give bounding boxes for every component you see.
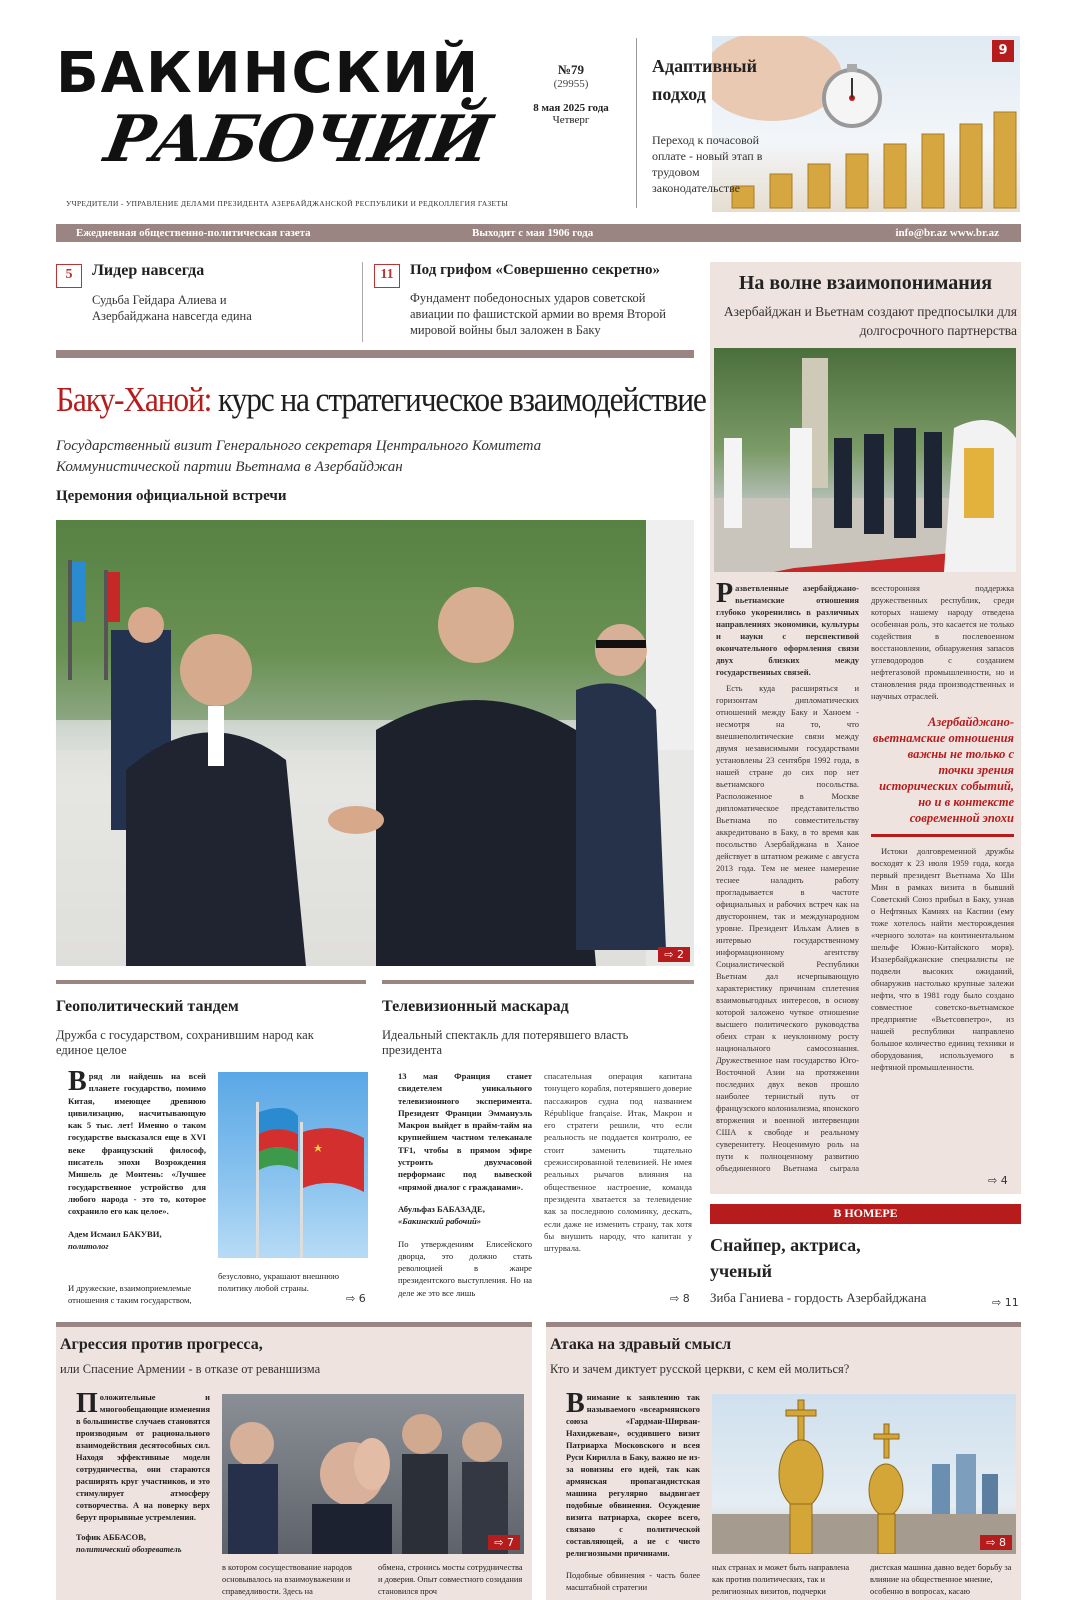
lead-headline-red: Баку-Ханой: bbox=[56, 380, 212, 419]
geo-title[interactable]: Геополитический тандем bbox=[56, 998, 239, 1015]
geo-text: ряд ли найдешь на всей планете государство, помимо Китая, имеющее древнюю цивилизацию, насчитывающую как 5 тыс. лет! Именно о таком государстве высказался еще в XVI веке французский философ, писатель эпохи Возрождения Мишель де Монтень: «Лучшее государственное устройство для любого народа - это то, которое сохранило его как целое». bbox=[68, 1071, 206, 1217]
teaser-text-secret: Фундамент победоносных ударов советской авиации по фашистской армии во время Второй мировой войны был заложен в Баку bbox=[410, 291, 666, 337]
geo-ref[interactable]: ⇨ 6 bbox=[346, 1292, 366, 1305]
teaser-page-11[interactable]: 11 bbox=[374, 264, 400, 288]
in-issue-title[interactable]: Снайпер, актриса, ученый bbox=[710, 1235, 861, 1281]
tv-lead-text: 13 мая Франция станет свидетелем уникального телевизионного эксперимента. Президент Франции Эммануэль Макрон выйдет в прайм-тайм на крупнейшем частном телеканале TF1, чтобы в прямом эфире устроить двухчасовой перформанс под вывеской «прямой диалог с гражданами». bbox=[398, 1071, 532, 1192]
issue-weekday: Четверг bbox=[552, 114, 590, 126]
right-title[interactable]: На волне взаимопонимания bbox=[738, 272, 993, 294]
br-subtitle: Кто и зачем диктует русской церкви, с кем ей молиться? bbox=[550, 1362, 850, 1376]
geo-rule bbox=[56, 980, 366, 984]
tv-rule bbox=[382, 980, 694, 984]
br-text: нимание к заявлению так называемого «всеармянского союза «Гардман-Ширван-Нахиджеван», осудившего визит Патриарха Московского и всея Руси Кирилла в Баку, важно не из-за новизны его идей, так как армянская пропагандистская машина регулярно выдвигает подобные обвинения. Осуждение визита патриарха, скорее всего, связано с политической составляющей, а не с чисто религиозными причинами. bbox=[566, 1393, 700, 1558]
right-body1: Есть куда расширяться и горизонтам дипломатических отношений между Баку и Ханоем - несмотря на то, что внешнеполитические связи между двумя независимыми государствами установлены 23 сентября 1992 года, в нашей стране до сих пор нет вьетнамского посольства. Расположенное в Москве дипломатическое представительство Вьетнама по совместительству аккредитовано в Баку, в то время как посольство Азербайджана в Ханое действует в штатном режиме с августа 2013 года. Тем не менее намерение теснее наладить работу прогладывается в частоте официальных и рабочих встреч как на двустороннем, так и международном уровне. Президент Ильхам Алиев в интервью государственному информационному агентству Социалистической Республики Вьетнам дал исчерпывающую характеристику причинам сплетения взаимовыгодных интересов, в основу которой заложено чуткое отношение высшего политического руководства обеих стран к неуклонному росту национального самосознания. Дружественное нам государство Юго-Восточной Азии на протяжении последних двух веков прошло наиболее тернистый путь от французского колониализма, японского вторжения и военной интервенции США к свободе и реальному суверенитету. Неоценимую роль на пути к полноценному развитию объединенного Вьетнама сыграла всесторонняя поддержка дружественных республик, среди которых нашему народу отведена особенная роль, это касается не только содействия в послевоенном восстановлении, обнаружения запасов углеводородов с созданием нефтегазовой промышленности, но и становления ряда производственных и научных отраслей. bbox=[716, 583, 1014, 1173]
top-teaser-title: Адаптивный подход bbox=[652, 56, 757, 104]
bl-lead bbox=[76, 1388, 210, 1556]
issue-info bbox=[506, 62, 636, 126]
bottom-left-rule bbox=[56, 1322, 532, 1327]
lead-photo bbox=[56, 520, 694, 966]
tv-subtitle: Идеальный спектакль для потерявшего власть президента bbox=[382, 1028, 629, 1057]
tv-footer: По утверждениям Елисейского дворца, это должно стать революцией в жанре президентского выступления. Но на деле же это все лишь bbox=[398, 1238, 532, 1298]
br-lead bbox=[566, 1388, 700, 1594]
bl-footer1: в котором сосуществование народов основывалось на взаимоуважении и справедливости. Здесь на bbox=[222, 1563, 352, 1596]
lead-photo-ref[interactable]: ⇨ 2 bbox=[658, 947, 690, 962]
right-intro: азветвленные азербайджано-вьетнамские отношения глубоко укоренились в различных направлениях экономики, культуры и науки с перспективой окончательного оформления связи двух близких между государственных связей. bbox=[716, 583, 859, 677]
geo-footer1: И дружеские, взаимоприемлемые отношения с таким государством, bbox=[68, 1283, 192, 1305]
lead-kicker: Церемония официальной встречи bbox=[56, 488, 287, 504]
right-subtitle: Азербайджан и Вьетнам создают предпосылки для долгосрочного партнерства bbox=[723, 304, 1017, 338]
br-photo bbox=[712, 1394, 1016, 1554]
tv-body: спасательная операция капитана тонущего корабля, потерявшего доверие пассажиров судна под названием République française. Итак, Макрон и его стратеги решили, что если реальность не поддается контролю, ее стоит заменить тщательно срежиссированной телевизией. Не имея реальных рычагов влияния на общественное настроение, команда президента хватается за телевидение как за последнюю соломинку, дескать, если даже не изменить страну, так хотя бы внушить народу, что капитан у штурвала. bbox=[544, 1071, 692, 1254]
issue-number: №79 bbox=[557, 62, 585, 77]
bl-subtitle: или Спасение Армении - в отказе от реваншизма bbox=[60, 1362, 321, 1376]
br-title[interactable]: Атака на здравый смысл bbox=[550, 1336, 732, 1353]
tv-ref[interactable]: ⇨ 8 bbox=[670, 1292, 690, 1305]
geo-author-role: политолог bbox=[68, 1240, 109, 1251]
flags-icon bbox=[218, 1072, 368, 1258]
handshake-photo-icon bbox=[56, 520, 694, 966]
teaser-text-leader: Судьба Гейдара Алиева и Азербайджана навсегда едина bbox=[92, 293, 252, 323]
geo-dropcap: В bbox=[68, 1066, 87, 1097]
tv-author: Абульфаз БАБАЗАДЕ, bbox=[398, 1203, 485, 1214]
teaser-page-5[interactable]: 5 bbox=[56, 264, 82, 288]
br-footer2: ных странах и может быть направлена как против политических, так и религиозных визитов, подчерки bbox=[712, 1563, 850, 1596]
masthead-title bbox=[56, 41, 496, 177]
right-dropcap: Р bbox=[716, 582, 734, 609]
bl-photo-ref[interactable]: ⇨ 7 bbox=[488, 1535, 520, 1550]
tv-title[interactable]: Телевизионный маскарад bbox=[382, 998, 569, 1015]
br-footer3: дистская машина давно ведет борьбу за влияние на общественное мнение, особенно в вопросах, касаю bbox=[870, 1563, 1012, 1596]
teaser-title-secret[interactable]: Под грифом «Совершенно секретно» bbox=[410, 262, 660, 278]
geo-author: Адем Исмаил БАКУВИ, bbox=[68, 1228, 162, 1239]
strip-center: Выходит с мая 1906 года bbox=[472, 227, 594, 239]
bl-photo bbox=[222, 1394, 524, 1554]
lead-headline-rest: курс на стратегическое взаимодействие bbox=[217, 380, 706, 419]
right-ref[interactable]: ⇨ 4 bbox=[988, 1174, 1008, 1187]
right-body2: Истоки долговременной дружбы восходят к 23 июля 1959 года, когда первый президент Вьетнама Хо Ши Мин в рамках визита в бывший Советский Союз прибыл в Баку, узнав о Нефтяных Камнях на Каспии (ему тоже хотелось найти месторождения «черного золота» на континентальном шельфе Южно-Китайского моря). Изазербайджанские специалисты не подвели высоких ожиданий, обнаружив настолько крупные залежи нефти, что в 1981 году было создано совместное советско-вьетнамское предприятие «Вьетсовпетро», из нашей республики направлено большое количество единиц техники и оборудования, используемого в нефтяной промышленности. bbox=[871, 846, 1014, 1072]
bl-author: Тофик АББАСОВ, bbox=[76, 1533, 146, 1542]
bl-author-role: политический обозреватель bbox=[76, 1545, 182, 1554]
in-issue-text: Зиба Ганиева - гордость Азербайджана bbox=[710, 1290, 927, 1305]
right-quote: Азербайджано-вьетнамские отношения важны не только с точки зрения исторических событий, но и в контексте современной эпохи bbox=[871, 702, 1014, 837]
in-issue-ref[interactable]: ⇨ 11 bbox=[992, 1296, 1019, 1309]
masthead-line2: РАБОЧИЙ bbox=[99, 102, 496, 177]
geo-lead bbox=[68, 1066, 206, 1252]
br-photo-ref[interactable]: ⇨ 8 bbox=[980, 1535, 1012, 1550]
issue-total: (29955) bbox=[553, 78, 589, 90]
in-issue-label: В НОМЕРЕ bbox=[833, 1206, 898, 1220]
lead-rule bbox=[56, 350, 694, 358]
tv-author-role: «Бакинский рабочий» bbox=[398, 1216, 482, 1227]
strip-left: Ежедневная общественно-политическая газета bbox=[76, 227, 311, 239]
geo-photo bbox=[218, 1072, 368, 1258]
info-strip bbox=[56, 224, 1021, 242]
bl-text: оложительные и многообещающие изменения в большинстве случаев становятся производным от рационального взаимодействия десятособных сил. Находя эффективные модели сотрудничества, они стараются расширять круг участников, и это стимулирует атмосферу сотворчества. А на поверку верх берут прорывные устремления. bbox=[76, 1393, 210, 1522]
ceremony-photo-icon bbox=[714, 348, 1016, 572]
issue-date: 8 мая 2025 года bbox=[533, 102, 609, 114]
bl-footer2: обмена, стронись мосты сотрудничества и доверия. Опыт совместного созидания становился проч bbox=[378, 1563, 523, 1596]
church-domes-photo-icon bbox=[712, 1394, 1016, 1554]
br-dropcap: В bbox=[566, 1388, 585, 1419]
bottom-right-rule bbox=[546, 1322, 1021, 1327]
founders-line: УЧРЕДИТЕЛИ - УПРАВЛЕНИЕ ДЕЛАМИ ПРЕЗИДЕНТА АЗЕРБАЙДЖАНСКОЙ РЕСПУБЛИКИ И РЕДКОЛЛЕГИЯ ГАЗЕТЫ bbox=[66, 199, 509, 208]
strip-right[interactable]: info@br.az www.br.az bbox=[895, 227, 999, 239]
masthead-line1: БАКИНСКИЙ bbox=[56, 41, 481, 106]
lead-subtitle: Государственный визит Генерального секретаря Центрального Комитета Коммунистической партии Вьетнама в Азербайджан bbox=[56, 438, 542, 475]
right-article bbox=[716, 582, 1014, 1182]
top-teaser-text: Переход к почасовой оплате - новый этап в трудовом законодательстве bbox=[652, 133, 763, 195]
lead-headline bbox=[56, 380, 706, 420]
press-crowd-photo-icon bbox=[222, 1394, 524, 1554]
right-photo bbox=[714, 348, 1016, 572]
tv-lead bbox=[398, 1070, 532, 1299]
top-teaser-page[interactable]: 9 bbox=[992, 40, 1014, 62]
bl-title[interactable]: Агрессия против прогресса, bbox=[60, 1336, 263, 1353]
br-footer1: Подобные обвинения - часть более масштабной стратегии bbox=[566, 1571, 700, 1592]
teaser-divider bbox=[362, 262, 363, 342]
bl-dropcap: П bbox=[76, 1388, 98, 1419]
top-divider bbox=[636, 38, 637, 208]
geo-subtitle: Дружба с государством, сохранившим народ как единое целое bbox=[56, 1028, 314, 1057]
teaser-title-leader[interactable]: Лидер навсегда bbox=[92, 262, 205, 279]
geo-footer2: безусловно, украшают внешнюю политику любой страны. bbox=[218, 1271, 340, 1293]
